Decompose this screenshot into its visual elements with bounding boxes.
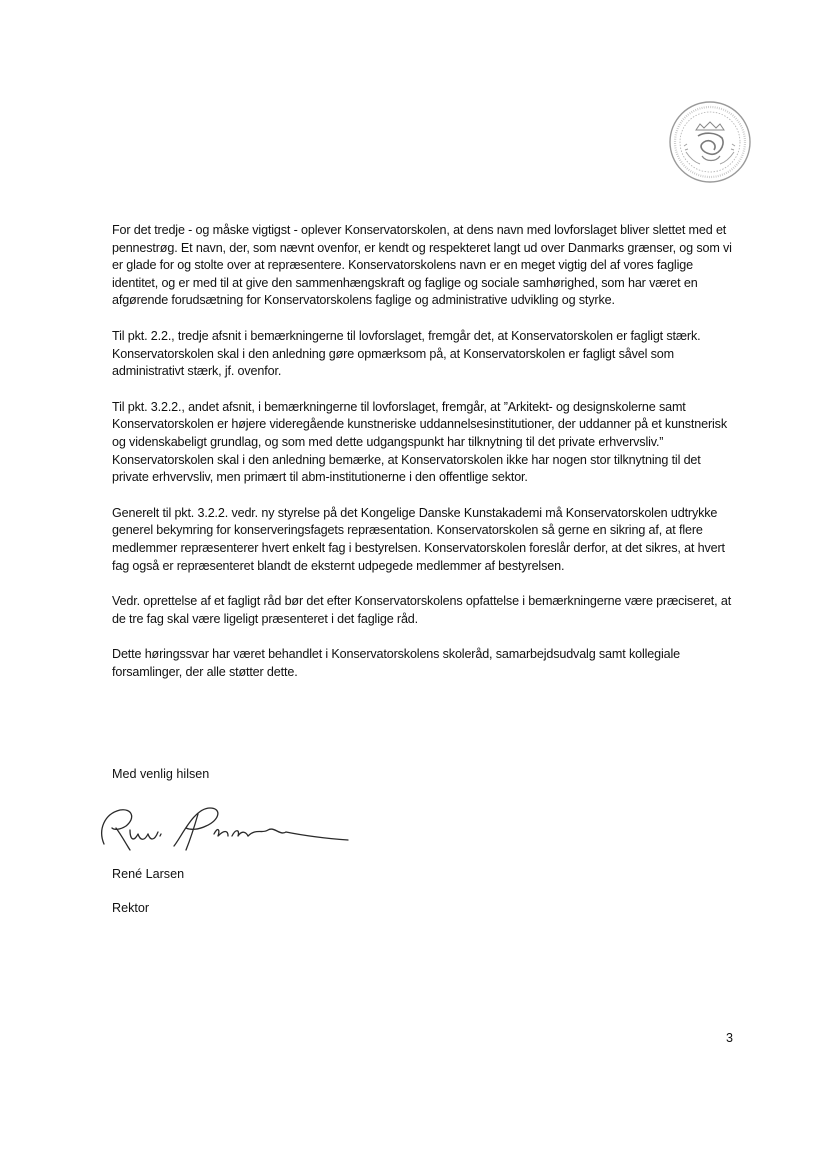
paragraph: Vedr. oprettelse af et fagligt råd bør det efter Konservatorskolens opfattelse i bemærkningerne være præciseret, at de tre fag skal være ligeligt præsenteret i det faglige råd.	[112, 594, 732, 626]
paragraph: Til pkt. 2.2., tredje afsnit i bemærkningerne til lovforslaget, fremgår det, at Konservatorskolen er fagligt stærk. Konservatorskolen skal i den anledning gøre opmærksom på, at Konservatorskolen er fagligt såvel som administrativt stærk, jf. ovenfor.	[112, 328, 701, 379]
letter-body	[112, 222, 740, 699]
paragraph: Dette høringssvar har været behandlet i Konservatorskolens skoleråd, samarbejdsudvalg samt kollegiale forsamlinger, der alle støtter dette.	[112, 647, 680, 679]
signer-title: Rektor	[112, 901, 150, 915]
page-number: 3	[726, 1031, 734, 1045]
paragraph: Til pkt. 3.2.2., andet afsnit, i bemærkningerne til lovforslaget, fremgår, at ”Arkitekt- og designskolerne samt Konservatorskolen er højere videregående kunstneriske uddannelsesinstitutioner, der uddanner på et kunstnerisk og videnskabeligt grundlag, og som med dette udgangspunkt har tilknytning til det private erhvervsliv.” Konservatorskolen skal i den anledning bemærke, at Konservatorskolen ikke har nogen stor tilknytning til det private erhvervsliv, men primært til abm-institutionerne i den offentlige sektor.	[112, 399, 727, 485]
handwritten-signature	[90, 800, 360, 858]
closing-salutation: Med venlig hilsen	[112, 767, 210, 781]
royal-seal-icon	[668, 100, 752, 184]
paragraph: Generelt til pkt. 3.2.2. vedr. ny styrelse på det Kongelige Danske Kunstakademi må Konservatorskolen udtrykke generel bekymring for konserveringsfagets repræsentation. Konservatorskolen så gerne en sikring af, at flere medlemmer repræsenterer hvert enkelt fag i bestyrelsen. Konservatorskolen foreslår derfor, at det sikres, at hvert fag også er repræsenteret blandt de eksternt udpegede medlemmer af bestyrelsen.	[112, 505, 725, 573]
paragraph: For det tredje - og måske vigtigst - oplever Konservatorskolen, at dens navn med lovforslaget bliver slettet med et pennestrøg. Et navn, der, som nævnt ovenfor, er kendt og respekteret langt ud over Danmarks grænser, og som vi er glade for og stolte over at repræsentere. Konservatorskolens navn er en meget vigtig del af vores faglige identitet, og er med til at give den sammenhængskraft og faglige og sociale samhørighed, som har været en afgørende forudsætning for Konservatorskolens faglige og administrative udvikling og styrke.	[112, 223, 732, 308]
signer-name: René Larsen	[112, 867, 185, 881]
